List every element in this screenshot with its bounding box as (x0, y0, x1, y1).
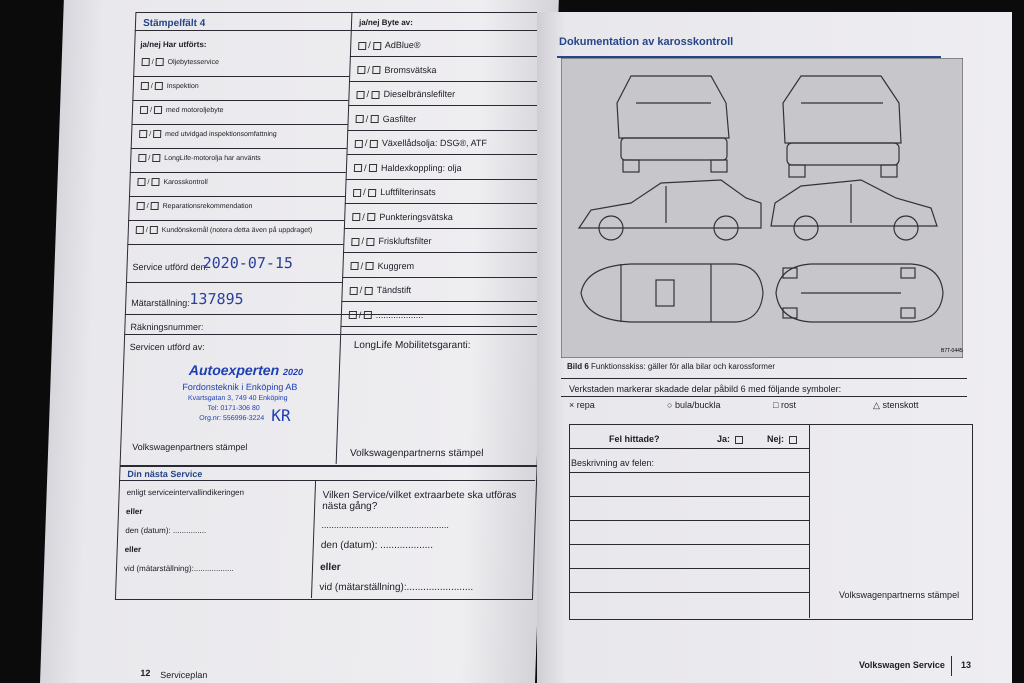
stamp-line4: Org.nr: 556996-3224 (199, 415, 265, 422)
next-service-option: den (datum): ............... (125, 526, 207, 535)
longlife-label: LongLife Mobilitetsgaranti: (353, 340, 471, 351)
right-page-number: 13 (961, 660, 972, 670)
next-service-option: enligt serviceintervallindikeringen (126, 488, 245, 497)
legend-item-repa: × repa (569, 400, 595, 410)
next-service-title: Din nästa Service (127, 469, 203, 479)
fault-description-label: Beskrivning av felen: (571, 458, 655, 468)
fault-yes-option[interactable]: Ja: (717, 434, 745, 444)
inspection-title: Dokumentation av karosskontroll (559, 36, 734, 48)
next-service-option: eller (124, 545, 142, 554)
performed-item[interactable]: / Karosskontroll (135, 178, 208, 186)
invoice-label: Räkningsnummer: (130, 322, 204, 332)
description-line[interactable] (569, 472, 809, 473)
right-page (537, 12, 1012, 683)
next-service-question: Vilken Service/vilket extraarbete ska utföras nästa gång? (321, 490, 517, 512)
performed-by-label: Servicen utförd av: (129, 342, 205, 352)
left-page-number: 12 (140, 668, 151, 678)
next-service-or: eller (319, 562, 341, 573)
performed-item[interactable]: / med utvidgad inspektionsomfattning (137, 130, 277, 138)
fault-found-label: Fel hittade? (609, 434, 660, 444)
replace-header: ja/nej Byte av: (358, 18, 414, 27)
performed-item[interactable]: / Reparationsrekommendation (135, 202, 253, 210)
service-date-label: Service utförd den: (132, 262, 209, 272)
legend-item-bulabuckla: ○ bula/buckla (667, 400, 721, 410)
replace-item[interactable]: / Växellådsolja: DSG®, ATF (353, 138, 487, 148)
right-footer-brand: Volkswagen Service (859, 660, 945, 670)
description-line[interactable] (569, 544, 809, 545)
partner-stamp-label-left: Volkswagenpartners stämpel (132, 442, 248, 452)
next-service-option: vid (mätarställning):.................. (123, 564, 234, 573)
replace-item[interactable]: / Bromsvätska (355, 65, 436, 75)
mileage-label: Mätarställning: (131, 298, 190, 308)
replace-item[interactable]: / Friskluftsfilter (349, 236, 431, 246)
description-line[interactable] (569, 568, 809, 569)
replace-item[interactable]: / Gasfilter (354, 114, 417, 124)
replace-item[interactable]: / Tändstift (348, 285, 412, 295)
performed-header: ja/nej Har utförts: (140, 40, 207, 49)
stamp-line3: Tel: 0171-306 80 (207, 405, 260, 412)
stamp-line2: Kvartsgatan 3, 749 40 Enköping (187, 395, 288, 402)
next-service-mileage: vid (mätarställning):........................ (319, 582, 474, 593)
right-partner-stamp-label: Volkswagenpartnerns stämpel (839, 590, 960, 600)
legend-item-stenskott: △ stenskott (873, 400, 919, 410)
left-footer-text: Serviceplan (160, 670, 208, 680)
next-service-option: eller (125, 507, 143, 516)
replace-item[interactable]: / Haldexkoppling: olja (352, 163, 462, 173)
service-date-value: 2020-07-15 (202, 254, 294, 272)
stamp-brand: Autoexperten 2020 (188, 362, 304, 378)
car-diagram (561, 58, 963, 358)
replace-item[interactable]: / AdBlue® (356, 40, 421, 50)
mileage-value: 137895 (189, 290, 244, 308)
next-service-date: den (datum): ................... (320, 540, 434, 551)
performed-item[interactable]: / Kundönskemål (notera detta även på uppdraget) (134, 226, 313, 234)
description-line[interactable] (569, 496, 809, 497)
legend-item-rost: □ rost (773, 400, 796, 410)
replace-item[interactable]: / Kuggrem (348, 261, 414, 271)
initials-signature: KR (271, 406, 291, 425)
left-page (40, 0, 559, 683)
performed-item[interactable]: / Oljebytesservice (140, 58, 220, 66)
replace-item[interactable]: / Luftfilterinsats (351, 187, 436, 197)
figure-caption: Bild 6 Funktionsskiss: gäller för alla bilar och karossformer (567, 362, 776, 371)
next-service-dots: ................................................... (321, 520, 450, 530)
figure-code: B7T-0445 (941, 348, 963, 354)
stamp-field-title: Stämpelfält 4 (142, 18, 206, 29)
instruction-text: Verkstaden markerar skadade delar påbild 6 med följande symboler: (569, 384, 842, 394)
stamp-line1: Fordonsteknik i Enköping AB (182, 382, 298, 392)
partner-stamp-label-right: Volkswagenpartnerns stämpel (349, 448, 484, 459)
fault-no-option[interactable]: Nej: (767, 434, 799, 444)
replace-item[interactable]: / Dieselbränslefilter (354, 89, 455, 99)
description-line[interactable] (569, 520, 809, 521)
performed-item[interactable]: / med motoroljebyte (138, 106, 224, 114)
description-line[interactable] (569, 592, 809, 593)
replace-item[interactable]: / Punkteringsvätska (350, 212, 453, 222)
performed-item[interactable]: / LongLife-motorolja har använts (136, 154, 261, 162)
performed-item[interactable]: / Inspektion (139, 82, 199, 90)
